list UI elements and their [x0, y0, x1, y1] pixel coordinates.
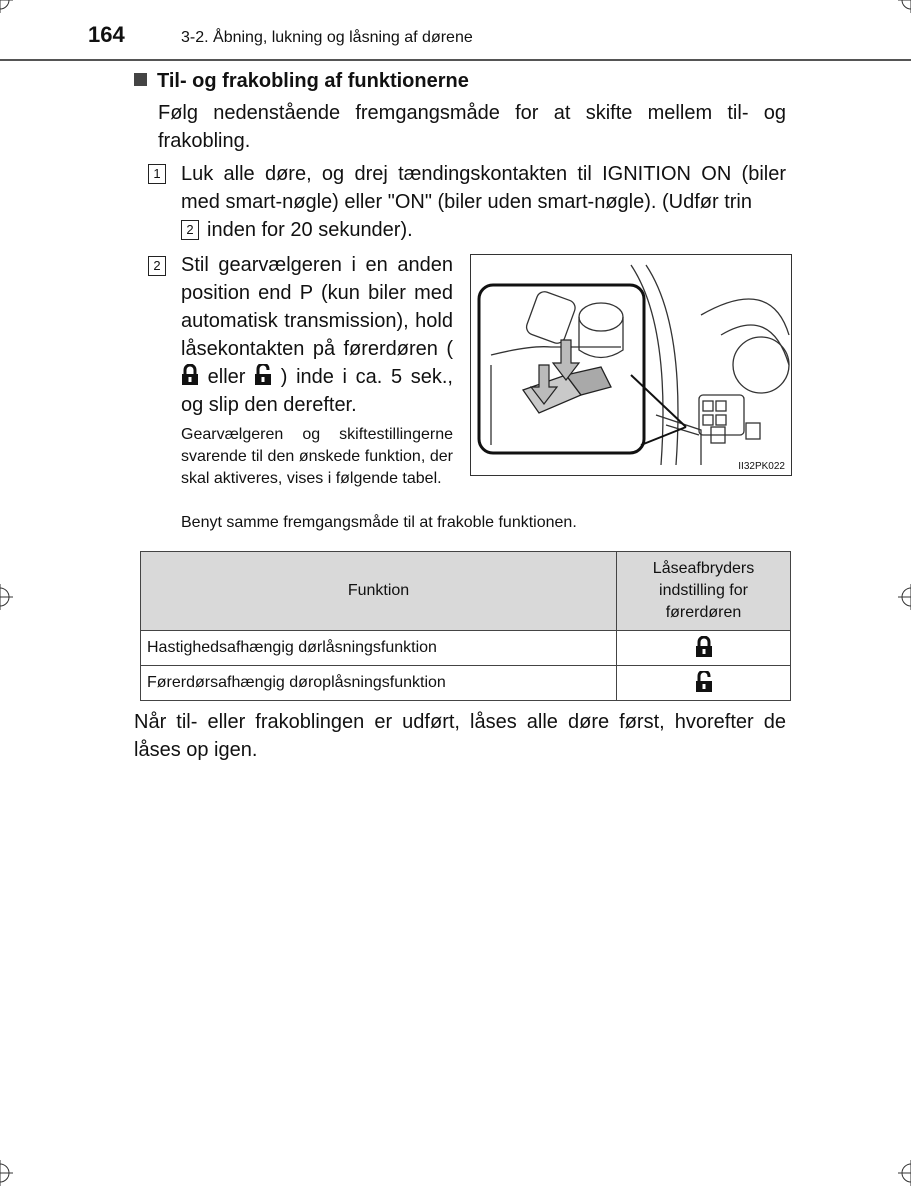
page-number: 164 — [88, 22, 125, 47]
step-2-or: eller — [207, 366, 246, 388]
registration-mark-icon — [898, 0, 911, 13]
registration-mark-icon — [0, 0, 13, 13]
step-number: 1 — [148, 164, 166, 184]
table-cell-icon — [617, 631, 791, 666]
step-2-text — [181, 251, 453, 419]
step-2-text-b: ) inde i ca. 5 sek., og slip den derefter. — [181, 366, 453, 416]
illustration-code: II32PK022 — [738, 461, 785, 472]
chapter-title: 3-2. Åbning, lukning og låsning af dørene — [181, 29, 473, 46]
table-cell-icon — [617, 666, 791, 701]
step-number: 2 — [148, 256, 166, 276]
header-rule — [0, 59, 911, 61]
lock-open-icon — [254, 364, 272, 386]
door-lock-switch-illustration — [470, 254, 792, 476]
table-row — [141, 666, 791, 701]
after-note: Benyt samme fremgangsmåde til at frakoble funktionen. — [181, 514, 577, 531]
section-heading — [134, 70, 469, 93]
step-1-text — [181, 160, 786, 244]
table-cell-function: Førerdørsafhængig døroplåsningsfunktion — [141, 666, 617, 701]
lock-open-icon — [695, 671, 713, 693]
lock-closed-icon — [695, 636, 713, 658]
table-row — [141, 631, 791, 666]
illustration-drawing — [471, 255, 791, 475]
registration-mark-icon — [0, 584, 13, 610]
step-ref-number: 2 — [181, 220, 199, 240]
table-cell-function: Hastighedsafhængig dørlåsningsfunktion — [141, 631, 617, 666]
section-intro: Følg nedenstående fremgangsmåde for at skifte mellem til- og frakobling. — [158, 102, 786, 152]
table-header: Funktion — [141, 552, 617, 631]
function-table — [140, 551, 791, 701]
table-header-row — [141, 552, 791, 631]
square-bullet-icon — [134, 73, 147, 86]
closing-text: Når til- eller frakoblingen er udført, låses alle døre først, hvorefter de låses op igen. — [134, 711, 786, 761]
step-2-text-a: Stil gearvælgeren i en anden position end P (kun biler med automatisk transmission), hold låsekontakten på førerdøren ( — [181, 254, 453, 360]
step-1-text-b: inden for 20 sekunder). — [207, 219, 413, 241]
step-1-text-a: Luk alle døre, og drej tændingskontakten til IGNITION ON (biler med smart-nøgle) eller "ON" (biler uden smart-nøgle). (Udfør trin — [181, 163, 786, 213]
note-text: Gearvælgeren og skiftestillingerne svarende til den ønskede funktion, der skal aktiveres, vises i følgende tabel. — [181, 426, 453, 487]
section-title: Til- og frakobling af funktionerne — [157, 70, 469, 92]
table-header: Låseafbryders indstilling for førerdøren — [617, 552, 791, 631]
registration-mark-icon — [898, 584, 911, 610]
lock-closed-icon — [181, 364, 199, 386]
registration-mark-icon — [0, 1160, 13, 1186]
registration-mark-icon — [898, 1160, 911, 1186]
